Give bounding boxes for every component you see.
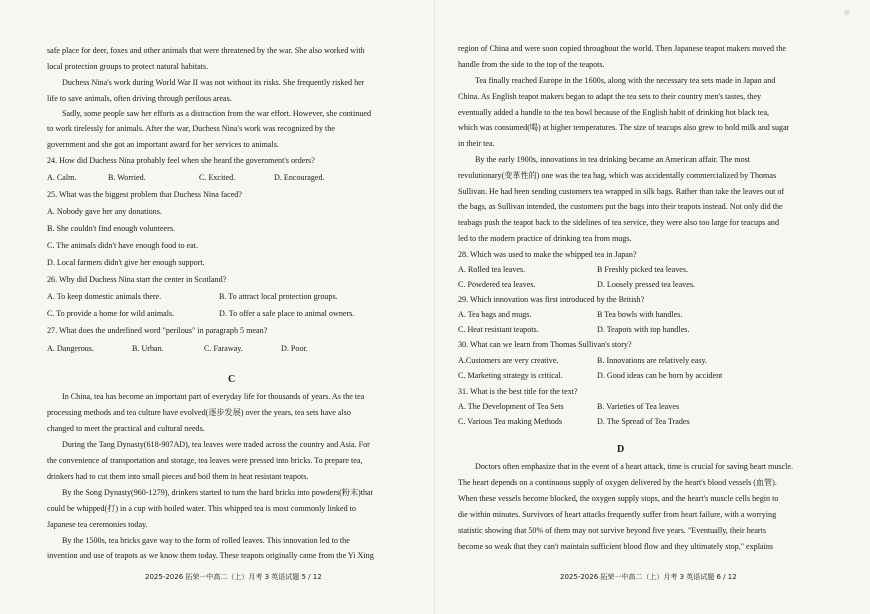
text-line: in their tea. [458, 139, 495, 148]
option-31d: D. The Spread of Tea Trades [597, 417, 690, 426]
question-29: 29. Which innovation was first introduced by the British? [458, 295, 645, 304]
option-25c: C. The animals didn't have enough food to eat. [47, 241, 199, 250]
question-28: 28. Which was used to make the whipped tea in Japan? [458, 250, 637, 259]
option-26b: B. To attract local protection groups. [219, 292, 338, 301]
option-29b: B Tea bowls with handles. [597, 310, 683, 319]
option-27b: B. Urban. [132, 344, 164, 353]
option-24c: C. Excited. [199, 173, 236, 182]
option-30b: B. Innovations are relatively easy. [597, 356, 708, 365]
text-line: changed to meet the practical and cultural needs. [47, 424, 205, 433]
text-line: led to the modern practice of drinking tea from mugs. [458, 234, 632, 243]
text-line: safe place for deer, foxes and other animals that were threatened by the war. She also worked with [47, 46, 365, 55]
right-page [435, 0, 870, 614]
text-line: processing methods and tea culture have evolved(逐步发展) over the years, tea sets have also [47, 408, 351, 417]
option-31c: C. Various Tea making Methods [458, 417, 563, 426]
text-line: become so weak that they can't maintain sufficient blood flow and they ultimately stop," explains [458, 542, 774, 551]
text-line: Duchess Nina's work during World War II was not without its risks. She frequently risked her [62, 78, 365, 87]
option-31a: A. The Development of Tea Sets [458, 402, 564, 411]
text-line: The heart depends on a continuous supply of oxygen delivered by the heart's blood vessels (血管). [458, 478, 777, 487]
option-26c: C. To provide a home for wild animals. [47, 309, 175, 318]
text-line: statistic showing that 50% of them may not survive beyond five years. "Eventually, their hearts [458, 526, 767, 535]
option-31b: B. Varieties of Tea leaves [597, 402, 680, 411]
text-line: teabags push the teapot back to the sidelines of tea service, they were also too large for teacups and [458, 218, 780, 227]
option-24a: A. Calm. [47, 173, 77, 182]
option-26a: A. To keep domestic animals there. [47, 292, 162, 301]
option-30a: A.Customers are very creative. [458, 356, 559, 365]
text-line: Doctors often emphasize that in the event of a heart attack, time is crucial for saving heart muscle. [475, 462, 794, 471]
text-line: region of China and were soon copied throughout the world. Then Japanese teapot makers moved the [458, 44, 787, 53]
text-line: which was consumed(喝) at higher temperatures. The size of teacups also grew to hold milk and sugar [458, 123, 790, 132]
option-30d: D. Good ideas can be born by accident [597, 371, 723, 380]
option-27a: A. Dangerous. [47, 344, 94, 353]
text-line: China. As English teapot makers began to adapt the tea sets to their country men's tastes, they [458, 92, 762, 101]
option-28d: D. Loosely pressed tea leaves. [597, 280, 695, 289]
text-line: could be whipped(打) in a cup with boiled water. This whipped tea is most commonly linked to [47, 504, 356, 513]
section-d-heading: D [617, 444, 625, 455]
option-24d: D. Encouraged. [274, 173, 325, 182]
option-29a: A. Tea bags and mugs. [458, 310, 532, 319]
option-24b: B. Worried. [108, 173, 146, 182]
page-footer: 2025-2026 拓荣一中高二（上）月考 3 英语试题 6 / 12 [560, 573, 737, 581]
question-31: 31. What is the best title for the text? [458, 387, 578, 396]
option-27c: C. Faraway. [204, 344, 243, 353]
text-line: By the early 1900s, innovations in tea drinking became an American affair. The most [475, 155, 751, 164]
option-27d: D. Poor. [281, 344, 308, 353]
text-line: By the Song Dynasty(960-1279), drinkers started to turn the hard bricks into powders(粉末)that [62, 488, 373, 497]
question-26: 26. Why did Duchess Nina start the center in Scotland? [47, 275, 227, 284]
text-line: drinkers had to cut them into small pieces and boil them in heat resistant teapots. [47, 472, 309, 481]
text-line: Sullivan. He had been sending customers tea wrapped in silk bags. Rather than take the leaves out of [458, 187, 785, 196]
text-line: During the Tang Dynasty(618-907AD), tea leaves were traded across the country and Asia. For [62, 440, 370, 449]
text-line: to work tirelessly for animals. After the war, Duchess Nina's work was recognized by the [47, 124, 335, 133]
option-30c: C. Marketing strategy is critical. [458, 371, 563, 380]
option-29d: D. Teapots with top handles. [597, 325, 690, 334]
text-line: Japanese tea ceremonies today. [47, 520, 148, 529]
text-line: Tea finally reached Europe in the 1600s, along with the necessary tea sets made in Japan and [475, 76, 776, 85]
text-line: government and she got an important award for her services to animals. [47, 140, 279, 149]
text-line: life to save animals, often driving through perilous areas. [47, 94, 232, 103]
question-27: 27. What does the underlined word "perilous" in paragraph 5 mean? [47, 326, 268, 335]
text-line: die within minutes. Survivors of heart attacks frequently suffer from heart failure, with a worrying [458, 510, 777, 519]
text-line: eventually added a handle to the tea bowl because of the English habit of drinking hot black tea, [458, 108, 770, 117]
option-29c: C. Heat resistant teapots. [458, 325, 539, 334]
question-25: 25. What was the biggest problem that Duchess Nina faced? [47, 190, 242, 199]
scan-mark [844, 10, 850, 15]
option-25b: B. She couldn't find enough volunteers. [47, 224, 176, 233]
section-c-heading: C [228, 374, 236, 385]
text-line: invention and use of teapots as we know them today. These teapots originally came from the Yi Xing [47, 551, 374, 560]
option-28c: C. Powdered tea leaves. [458, 280, 536, 289]
text-line: the convenience of transportation and storage, tea leaves were pressed into bricks. To prepare tea, [47, 456, 363, 465]
option-26d: D. To offer a safe place to animal owners. [219, 309, 355, 318]
option-28b: B Freshly picked tea leaves. [597, 265, 689, 274]
text-line: By the 1500s, tea bricks gave way to the form of rolled leaves. This innovation led to the [62, 536, 350, 545]
text-line: the bags, as Sullivan intended, the customers put the bags into their teapots instead. Not only did the [458, 202, 783, 211]
text-line: revolutionary(变革性的) one was the tea bag, which was accidentally commercialized by Thomas [458, 171, 777, 180]
question-30: 30. What can we learn from Thomas Sullivan's story? [458, 340, 632, 349]
question-24: 24. How did Duchess Nina probably feel when she heard the government's orders? [47, 156, 315, 165]
page-footer: 2025-2026 拓荣一中高二（上）月考 3 英语试题 5 / 12 [145, 573, 322, 581]
text-line: local protection groups to protect natural habitats. [47, 62, 209, 71]
option-25d: D. Local farmers didn't give her enough support. [47, 258, 205, 267]
text-line: In China, tea has become an important part of everyday life for thousands of years. As the tea [62, 392, 365, 401]
text-line: handle from the side to the top of the teapots. [458, 60, 605, 69]
option-25a: A. Nobody gave her any donations. [47, 207, 162, 216]
text-line: When these vessels become blocked, the oxygen supply stops, and the heart's muscle cells begin to [458, 494, 779, 503]
text-line: Sadly, some people saw her efforts as a distraction from the war effort. However, she continued [62, 109, 372, 118]
option-28a: A. Rolled tea leaves. [458, 265, 526, 274]
